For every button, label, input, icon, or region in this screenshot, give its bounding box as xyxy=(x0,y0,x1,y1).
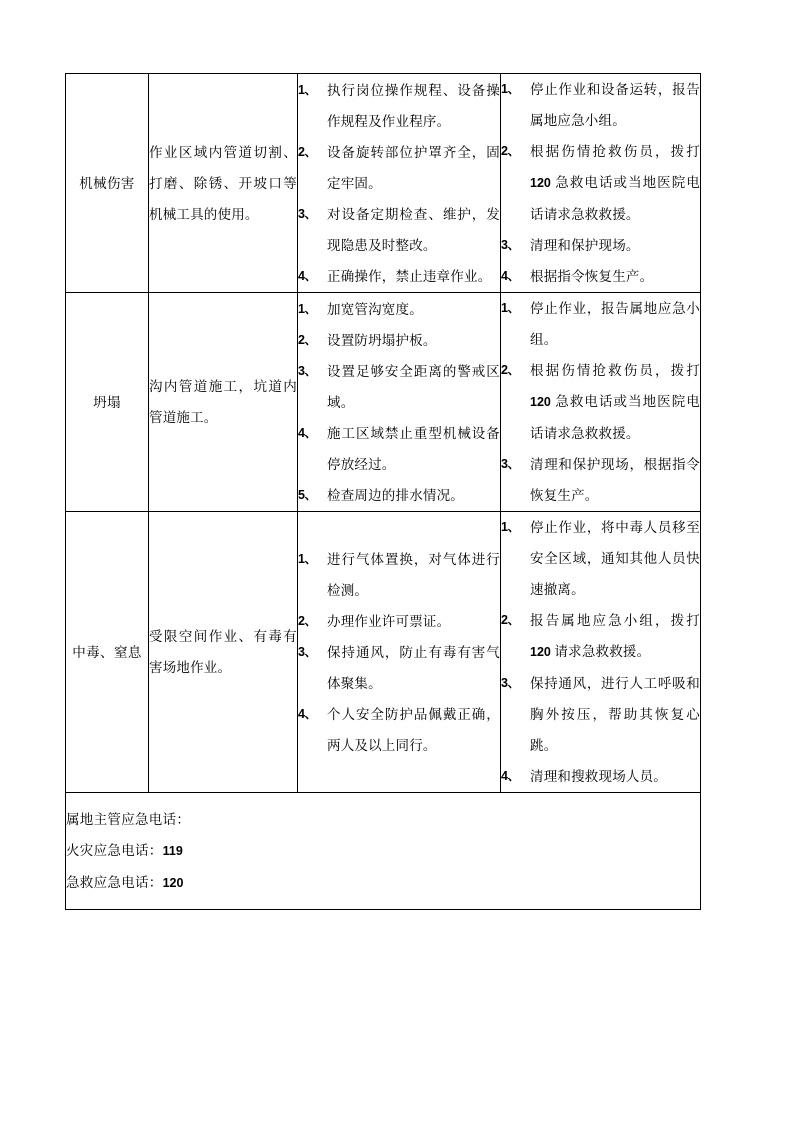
control-measures-list xyxy=(298,294,500,511)
list-number: 3、 xyxy=(501,457,520,471)
list-text: 对设备定期检查、维护，发现隐患及时整改。 xyxy=(327,206,500,253)
emergency-response-list xyxy=(501,512,700,792)
list-text: 停止作业，将中毒人员移至安全区域，通知其他人员快速撤离。 xyxy=(530,520,700,597)
emergency-response-cell xyxy=(501,74,701,293)
list-item xyxy=(298,544,500,606)
list-number: 4、 xyxy=(298,268,317,283)
list-item xyxy=(298,294,500,325)
list-text: 正确操作，禁止违章作业。 xyxy=(327,268,492,284)
list-text: 加宽管沟宽度。 xyxy=(327,301,423,317)
list-text: 设置足够安全距离的警戒区域。 xyxy=(327,363,500,410)
list-item xyxy=(501,230,700,261)
list-number: 2、 xyxy=(298,613,317,628)
list-item xyxy=(501,293,700,355)
hazard-label: 机械伤害 xyxy=(79,175,135,191)
list-item xyxy=(298,606,500,637)
control-measures-list xyxy=(298,75,500,292)
hazard-cell xyxy=(66,74,149,293)
list-item xyxy=(298,699,500,761)
supervisor-phone-line: 属地主管应急电话： xyxy=(66,811,191,827)
list-number: 1、 xyxy=(298,82,317,97)
hazard-label: 坍塌 xyxy=(93,394,121,410)
table-row xyxy=(66,74,701,293)
fire-phone-line: 火灾应急电话：119 xyxy=(66,842,183,858)
activity-cell xyxy=(149,74,298,293)
hazard-label: 中毒、窒息 xyxy=(72,644,142,660)
list-item xyxy=(298,137,500,199)
list-number: 4、 xyxy=(298,706,317,721)
activity-text: 受限空间作业、有毒有害场地作业。 xyxy=(149,629,297,675)
activity-text: 沟内管道施工，坑道内管道施工。 xyxy=(149,379,297,425)
list-number: 1、 xyxy=(298,301,317,316)
risk-control-table xyxy=(65,73,701,910)
list-item xyxy=(298,75,500,137)
table-row xyxy=(66,512,701,793)
list-text: 根据指令恢复生产。 xyxy=(530,269,654,284)
list-text: 根据伤情抢救伤员，拨打 120 急救电话或当地医院电话请求急救救援。 xyxy=(530,363,700,441)
list-number: 1、 xyxy=(298,551,317,566)
control-measures-list xyxy=(298,544,500,761)
ambulance-phone-line: 急救应急电话：120 xyxy=(66,874,184,890)
table-body xyxy=(66,74,701,910)
list-text: 施工区域禁止重型机械设备停放经过。 xyxy=(327,425,500,472)
list-text: 清理和保护现场，根据指令恢复生产。 xyxy=(530,457,700,503)
list-text: 设置防坍塌护板。 xyxy=(327,332,437,348)
list-number: 2、 xyxy=(298,144,317,159)
list-item xyxy=(298,418,500,480)
control-measures-cell xyxy=(298,293,501,512)
list-number: 3、 xyxy=(298,644,317,659)
list-item xyxy=(501,512,700,605)
table-footer-row xyxy=(66,793,701,910)
list-text: 报告属地应急小组，拨打 120 请求急救救援。 xyxy=(530,613,700,659)
list-text: 清理和保护现场。 xyxy=(530,238,640,253)
hazard-cell xyxy=(66,512,149,793)
list-item xyxy=(501,136,700,230)
emergency-response-list xyxy=(501,74,700,292)
list-item xyxy=(298,261,500,292)
control-measures-cell xyxy=(298,74,501,293)
list-text: 保持通风，防止有毒有害气体聚集。 xyxy=(327,644,500,691)
list-text: 进行气体置换，对气体进行检测。 xyxy=(327,551,500,598)
list-text: 设备旋转部位护罩齐全，固定牢固。 xyxy=(327,144,500,191)
emergency-contacts-cell xyxy=(66,793,701,910)
list-number: 3、 xyxy=(501,676,520,690)
list-item xyxy=(298,356,500,418)
list-text: 办理作业许可票证。 xyxy=(327,613,451,629)
control-measures-cell xyxy=(298,512,501,793)
list-number: 4、 xyxy=(501,769,520,783)
table-row xyxy=(66,293,701,512)
list-text: 停止作业，报告属地应急小组。 xyxy=(530,301,700,347)
activity-cell xyxy=(149,512,298,793)
list-text: 检查周边的排水情况。 xyxy=(327,487,464,503)
list-number: 3、 xyxy=(501,238,520,252)
list-text: 执行岗位操作规程、设备操作规程及作业程序。 xyxy=(327,82,500,129)
list-item xyxy=(501,605,700,668)
list-number: 2、 xyxy=(501,613,520,627)
list-number: 2、 xyxy=(501,144,520,158)
emergency-response-cell xyxy=(501,293,701,512)
list-number: 2、 xyxy=(298,332,317,347)
list-text: 停止作业和设备运转，报告属地应急小组。 xyxy=(530,82,700,128)
list-text: 保持通风，进行人工呼吸和胸外按压，帮助其恢复心跳。 xyxy=(530,676,700,753)
list-text: 根据伤情抢救伤员，拨打 120 急救电话或当地医院电话请求急救救援。 xyxy=(530,144,700,222)
list-item xyxy=(501,355,700,449)
list-number: 5、 xyxy=(298,487,317,502)
list-number: 1、 xyxy=(501,82,520,96)
list-text: 个人安全防护品佩戴正确，两人及以上同行。 xyxy=(327,706,500,753)
activity-text: 作业区域内管道切割、打磨、除锈、开坡口等机械工具的使用。 xyxy=(149,144,297,222)
list-text: 清理和搜救现场人员。 xyxy=(530,769,667,784)
list-number: 4、 xyxy=(501,269,520,283)
list-number: 1、 xyxy=(501,520,520,534)
list-item xyxy=(298,480,500,511)
list-number: 3、 xyxy=(298,363,317,378)
list-item xyxy=(501,668,700,761)
list-number: 2、 xyxy=(501,363,520,377)
list-item xyxy=(298,637,500,699)
emergency-response-list xyxy=(501,293,700,511)
list-item xyxy=(501,761,700,792)
list-item xyxy=(298,199,500,261)
emergency-response-cell xyxy=(501,512,701,793)
activity-cell xyxy=(149,293,298,512)
list-number: 1、 xyxy=(501,301,520,315)
list-item xyxy=(501,449,700,511)
list-number: 3、 xyxy=(298,206,317,221)
list-item xyxy=(298,325,500,356)
hazard-cell xyxy=(66,293,149,512)
list-item xyxy=(501,261,700,292)
list-item xyxy=(501,74,700,136)
list-number: 4、 xyxy=(298,425,317,440)
